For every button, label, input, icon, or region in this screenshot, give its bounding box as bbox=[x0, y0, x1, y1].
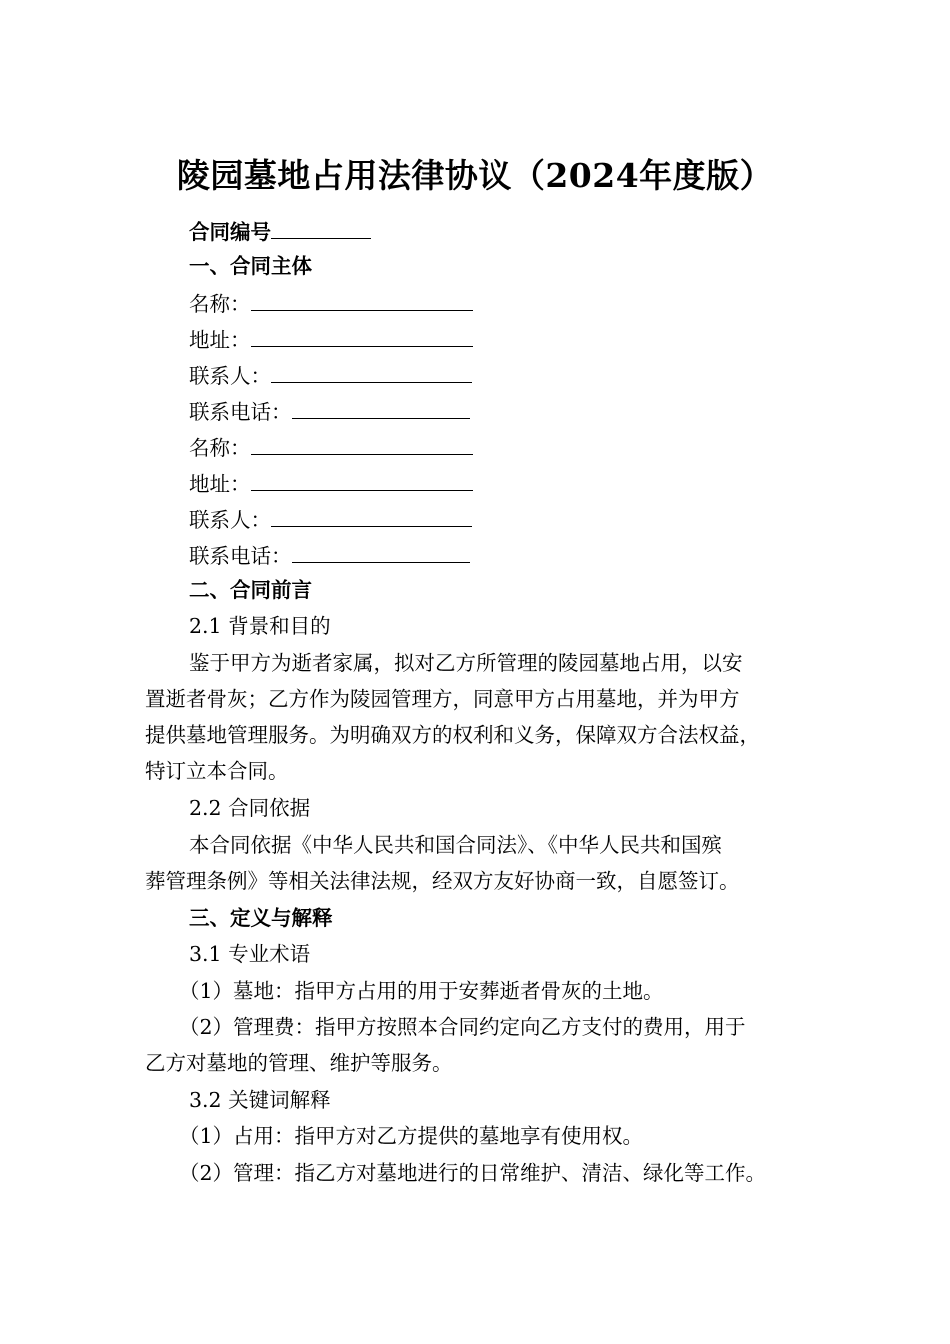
section1-heading: 一、合同主体 bbox=[189, 254, 312, 278]
paragraph-line: 葬管理条例》等相关法律法规，经双方友好协商一致，自愿签订。 bbox=[145, 869, 740, 893]
keyword-item: （1）占用：指甲方对乙方提供的墓地享有使用权。 bbox=[179, 1124, 644, 1148]
document-title: 陵园墓地占用法律协议（2024年度版） bbox=[176, 156, 774, 195]
paragraph-line: 提供墓地管理服务。为明确双方的权利和义务，保障双方合法权益， bbox=[145, 723, 760, 747]
field-blank bbox=[251, 428, 473, 455]
party-a-contact-field bbox=[189, 356, 472, 394]
contract-number-line bbox=[189, 212, 371, 250]
section3-heading: 三、定义与解释 bbox=[189, 906, 333, 930]
party-b-name-field bbox=[189, 428, 473, 466]
field-blank bbox=[292, 392, 470, 419]
section-2-2-title: 2.2 合同依据 bbox=[189, 796, 311, 820]
field-label: 联系人： bbox=[189, 508, 271, 532]
paragraph-line: 置逝者骨灰；乙方作为陵园管理方，同意甲方占用墓地，并为甲方 bbox=[145, 687, 740, 711]
keyword-item: （2）管理：指乙方对墓地进行的日常维护、清洁、绿化等工作。 bbox=[179, 1161, 767, 1185]
field-label: 名称： bbox=[189, 292, 251, 316]
party-a-phone-field bbox=[189, 392, 470, 430]
term-item: （2）管理费：指甲方按照本合同约定向乙方支付的费用，用于 bbox=[179, 1015, 746, 1039]
field-label: 联系电话： bbox=[189, 400, 292, 424]
party-b-contact-field bbox=[189, 500, 472, 538]
field-label: 联系人： bbox=[189, 364, 271, 388]
field-blank bbox=[292, 536, 470, 563]
field-blank bbox=[271, 356, 472, 383]
section2-heading: 二、合同前言 bbox=[189, 578, 312, 602]
field-blank bbox=[271, 500, 472, 527]
field-blank bbox=[251, 320, 473, 347]
party-b-address-field bbox=[189, 464, 473, 502]
section-3-2-title: 3.2 关键词解释 bbox=[189, 1088, 331, 1112]
term-item-continued: 乙方对墓地的管理、维护等服务。 bbox=[145, 1051, 453, 1075]
party-b-phone-field bbox=[189, 536, 470, 574]
contract-number-blank bbox=[271, 212, 371, 239]
party-a-address-field bbox=[189, 320, 473, 358]
field-blank bbox=[251, 284, 473, 311]
field-label: 联系电话： bbox=[189, 544, 292, 568]
paragraph-line: 鉴于甲方为逝者家属，拟对乙方所管理的陵园墓地占用，以安 bbox=[189, 651, 743, 675]
field-label: 地址： bbox=[189, 472, 251, 496]
contract-number-label: 合同编号 bbox=[189, 220, 271, 244]
party-a-name-field bbox=[189, 284, 473, 322]
field-label: 名称： bbox=[189, 436, 251, 460]
term-item: （1）墓地：指甲方占用的用于安葬逝者骨灰的土地。 bbox=[179, 979, 664, 1003]
field-blank bbox=[251, 464, 473, 491]
section-3-1-title: 3.1 专业术语 bbox=[189, 942, 311, 966]
paragraph-line: 特订立本合同。 bbox=[145, 759, 289, 783]
field-label: 地址： bbox=[189, 328, 251, 352]
paragraph-line: 本合同依据《中华人民共和国合同法》、《中华人民共和国殡 bbox=[189, 833, 722, 857]
section-2-1-title: 2.1 背景和目的 bbox=[189, 614, 331, 638]
